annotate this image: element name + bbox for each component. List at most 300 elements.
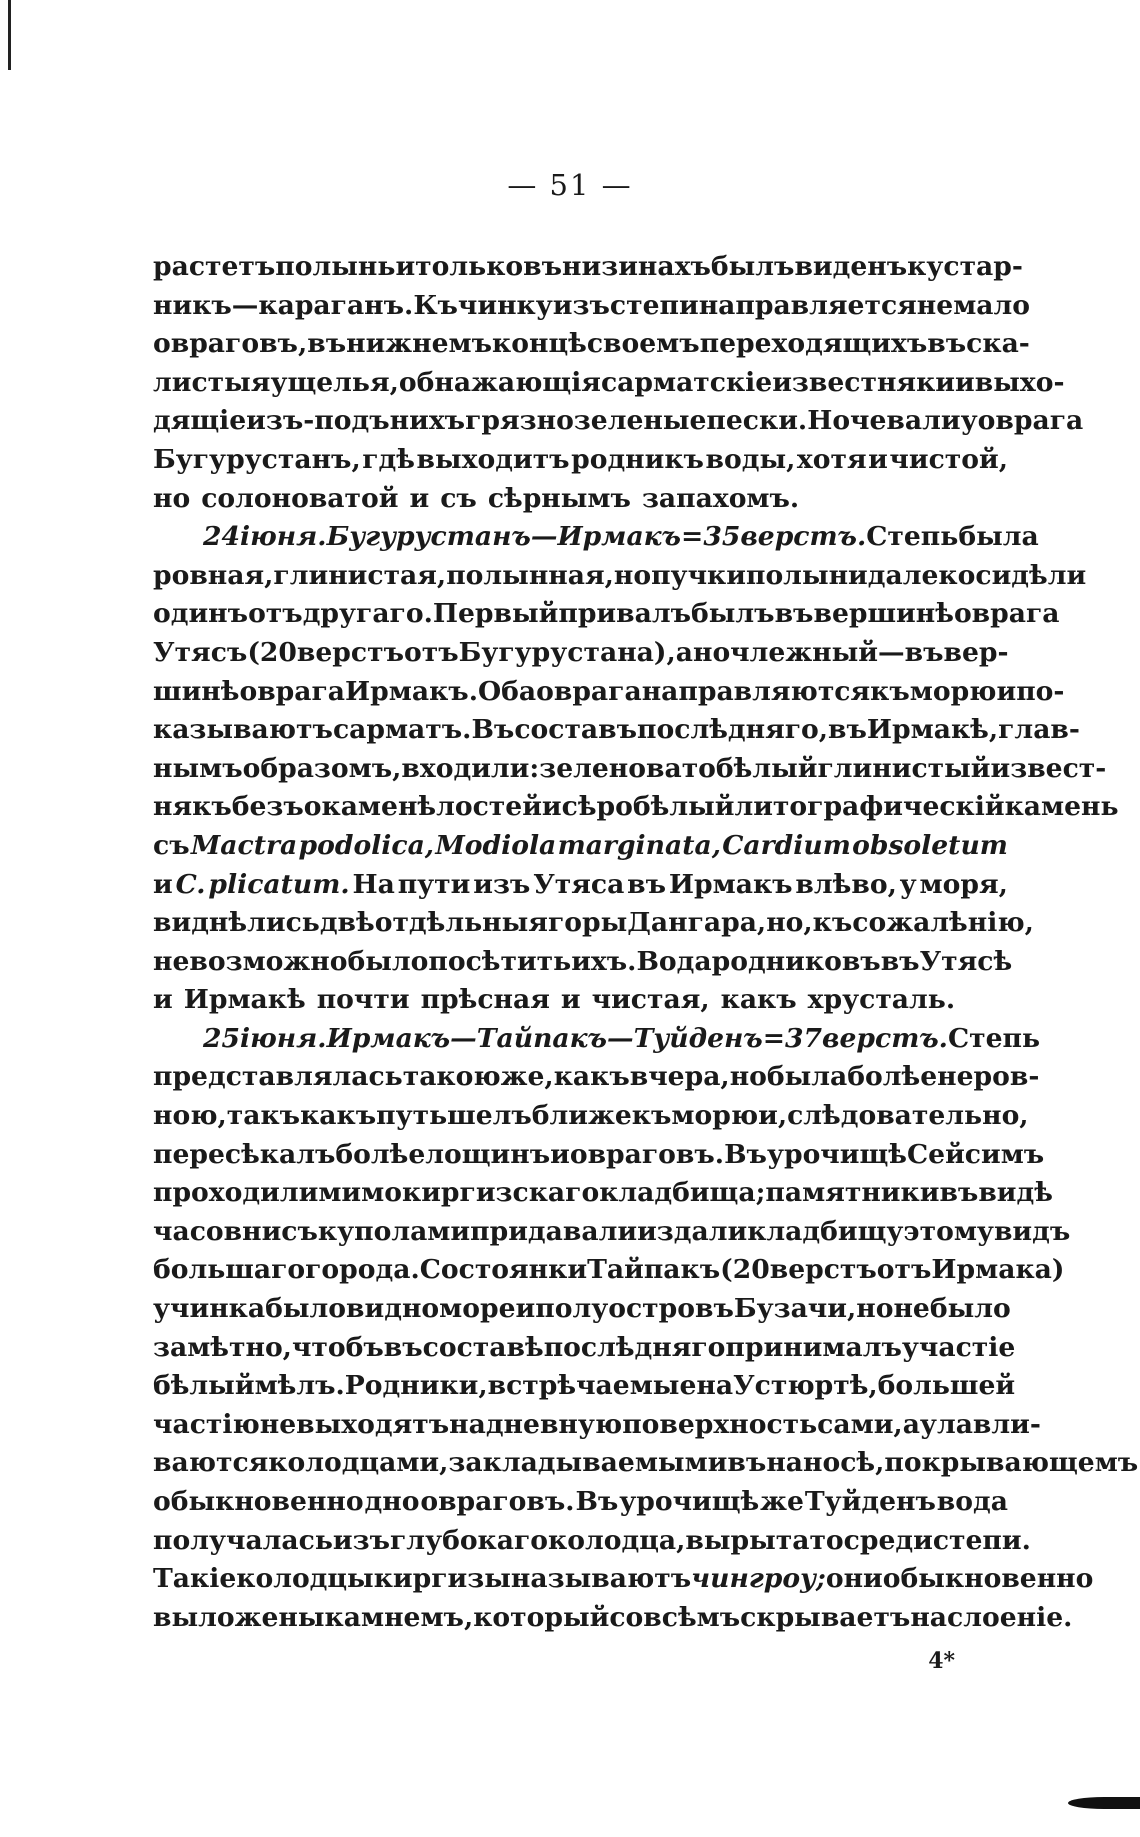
word: такою — [402, 1061, 501, 1093]
italic-word: Cardium — [722, 829, 851, 861]
word: у — [960, 405, 978, 437]
word: Ирмакъ. — [345, 675, 478, 707]
word: но — [856, 1293, 894, 1325]
word: полыни — [745, 559, 868, 591]
word: глав- — [998, 714, 1080, 746]
word: къ — [870, 675, 910, 707]
text-line — [153, 788, 1119, 827]
word: глинистый — [817, 752, 991, 784]
word: наносѣ, — [766, 1447, 885, 1479]
word: родниковъ — [711, 945, 881, 977]
word: нихъ — [389, 405, 466, 437]
body-text — [153, 248, 1139, 1637]
word: но — [153, 482, 191, 514]
word: частію — [153, 1408, 260, 1440]
word: встрѣчаемые — [487, 1370, 697, 1402]
word: было — [265, 1293, 347, 1325]
word: улавли- — [919, 1408, 1041, 1440]
italic-word: marginata, — [557, 829, 721, 861]
word: воды, — [705, 443, 796, 475]
word: Въ — [724, 1138, 767, 1170]
word: оврага — [977, 405, 1084, 437]
word: въ — [383, 1331, 423, 1363]
word: запахомъ. — [641, 482, 800, 514]
word: казываютъ — [153, 714, 333, 746]
word: колодцами, — [268, 1447, 449, 1479]
word: было — [347, 945, 429, 977]
text-line — [153, 480, 1008, 519]
word: листыя — [153, 366, 271, 398]
italic-word: верстъ. — [822, 1022, 948, 1054]
word: литографическій — [734, 791, 1005, 823]
text-line — [153, 1136, 1045, 1175]
word: (20 — [720, 1254, 770, 1286]
word: въ — [523, 251, 563, 282]
word: Бугурустанъ, — [153, 443, 361, 475]
word: и, — [758, 1100, 788, 1132]
word: же, — [500, 1061, 554, 1093]
word: сарматъ. — [332, 714, 472, 746]
word: чинку — [457, 289, 553, 321]
word: На — [352, 868, 395, 900]
word: полынная, — [446, 559, 614, 591]
word: Утясѣ — [919, 945, 1013, 977]
word: образомъ, — [242, 752, 402, 784]
word: мимо — [318, 1177, 402, 1209]
word: наслоеніе. — [910, 1601, 1073, 1633]
word: къ — [812, 907, 853, 939]
word: сѣробѣлый — [561, 791, 735, 823]
word: лощинъ — [425, 1138, 551, 1170]
word: хотя — [796, 443, 867, 475]
word: изъ — [473, 868, 531, 900]
word: выложены — [153, 1601, 325, 1633]
word: входили: — [401, 752, 540, 784]
word: этому — [903, 1215, 994, 1247]
word: степи — [609, 289, 699, 321]
word: но — [729, 1061, 767, 1093]
word: Ирмакѣ, — [866, 714, 999, 746]
italic-word: Mactra — [190, 829, 298, 861]
text-line — [153, 904, 1034, 943]
word: составѣ — [422, 1331, 544, 1363]
word: степи. — [932, 1524, 1031, 1556]
text-line — [153, 1213, 1071, 1252]
word: какъ — [553, 1061, 630, 1093]
italic-word: Ирмакъ—Тайпакъ—Туйденъ=37 — [326, 1022, 823, 1054]
word: составъ — [514, 714, 638, 746]
word: придавали — [470, 1215, 638, 1247]
word: издали — [637, 1215, 748, 1247]
word: ровная, — [153, 559, 274, 591]
word: Ирмака) — [931, 1254, 1065, 1286]
word: полынь — [275, 251, 396, 282]
word: же — [760, 1486, 804, 1517]
word: у — [899, 868, 917, 900]
word: гдѣ — [362, 443, 415, 475]
word: дневную — [485, 1408, 623, 1440]
word: ближе — [531, 1100, 632, 1132]
word: посѣтить — [428, 945, 572, 977]
italic-word: Бугурустанъ—Ирмакъ — [326, 521, 682, 553]
word: Бугурустана), — [458, 636, 676, 668]
word: Первый — [432, 598, 559, 630]
word: была — [766, 1061, 848, 1093]
text-line — [153, 634, 1008, 673]
word: часовни — [153, 1215, 282, 1247]
word: ночлежный — [692, 636, 879, 668]
word: и — [515, 1293, 536, 1325]
text-line — [153, 1444, 1139, 1483]
text-line — [153, 827, 1008, 866]
word: грязнозеленые — [465, 405, 707, 437]
word: хрусталь. — [807, 984, 956, 1016]
word: выхо- — [974, 366, 1065, 398]
signature-mark: 4* — [928, 1648, 955, 1674]
word: ущелья, — [270, 366, 399, 398]
word: стоянки — [458, 1254, 588, 1286]
italic-word: чингроу; — [691, 1563, 826, 1595]
word: неров- — [937, 1061, 1040, 1093]
text-line — [153, 325, 1030, 364]
word: направляются — [641, 675, 871, 707]
word: оврага — [239, 675, 346, 707]
word: называютъ — [510, 1563, 692, 1595]
word: памятники — [765, 1177, 940, 1209]
italic-word: obsoletum — [852, 829, 1008, 861]
word: морю — [671, 1100, 759, 1132]
word: въ — [727, 1447, 767, 1479]
word: глинистая, — [273, 559, 447, 591]
word: известняки — [772, 366, 956, 398]
word: шелъ — [447, 1100, 532, 1132]
word: сарматскіе — [600, 366, 773, 398]
word: ихъ. — [571, 945, 637, 977]
word: съ — [153, 829, 190, 861]
word: чтобъ — [291, 1331, 384, 1363]
word: въ — [927, 328, 967, 360]
word: видъ — [993, 1215, 1071, 1247]
italic-word: 35 — [703, 521, 741, 553]
text-line — [153, 981, 1008, 1020]
word: двѣ — [319, 907, 375, 939]
text-line — [153, 364, 1065, 403]
word: у — [153, 1293, 171, 1325]
word: отъ — [403, 636, 459, 668]
word: куполами — [317, 1215, 471, 1247]
word: бѣлый — [153, 1370, 255, 1402]
word: и — [409, 482, 430, 514]
word: сами, — [817, 1408, 903, 1440]
text-line — [153, 943, 1013, 982]
word: была — [958, 521, 1039, 553]
word: который — [473, 1601, 610, 1633]
word: поверхность — [622, 1408, 818, 1440]
word: большей — [877, 1370, 1016, 1402]
word: зеленоватобѣлый — [539, 752, 818, 784]
word: пересѣкалъ — [153, 1138, 336, 1170]
word: — — [878, 636, 905, 668]
text-line — [153, 1560, 1094, 1599]
text-line — [153, 248, 1023, 287]
text-line — [153, 1367, 1016, 1406]
word: родникъ — [571, 443, 704, 475]
text-line — [153, 287, 1031, 326]
word: виднѣлись — [153, 907, 320, 939]
word: изъ — [332, 1524, 391, 1556]
word: почти — [316, 984, 410, 1016]
word: низинахъ — [562, 251, 711, 282]
word: обыкновенно — [882, 1563, 1094, 1595]
word: Тайпакъ — [587, 1254, 721, 1286]
word: направляется — [698, 289, 917, 321]
word: сѣрнымъ — [487, 482, 631, 514]
word: пучки — [651, 559, 746, 591]
word: колодцы — [236, 1563, 374, 1595]
text-line — [153, 557, 1087, 596]
word: и — [996, 675, 1017, 707]
word: виденъ — [794, 251, 908, 282]
word: сожалѣнію, — [852, 907, 1034, 939]
word: море — [439, 1293, 516, 1325]
text-line — [153, 711, 1080, 750]
word: Ирмакъ — [668, 868, 793, 900]
word: кладбищу — [747, 1215, 904, 1247]
word: своемъ — [586, 328, 700, 360]
word: Ночевали — [807, 405, 961, 437]
word: они — [825, 1563, 883, 1595]
word: урочищѣ — [619, 1486, 760, 1517]
word: послѣдняго — [543, 1331, 726, 1363]
word: замѣтно, — [153, 1331, 292, 1363]
word: на — [449, 1408, 486, 1440]
word: путь — [376, 1100, 448, 1132]
word: другаго. — [302, 598, 433, 630]
word: представлялась — [153, 1061, 403, 1093]
word: на — [696, 1370, 734, 1402]
italic-word: іюня. — [240, 1022, 327, 1054]
word: обнажающія — [398, 366, 601, 398]
word: оврага — [536, 675, 642, 707]
text-line — [153, 402, 1084, 441]
word: былъ — [710, 251, 795, 282]
word: никъ—караганъ. — [153, 289, 414, 321]
word: Родники, — [344, 1370, 488, 1402]
word: въ — [774, 598, 814, 630]
word: въ — [904, 636, 944, 668]
word: окаменѣлостей — [303, 791, 542, 823]
text-line — [153, 1290, 1011, 1329]
word: някъ — [153, 791, 232, 823]
word: и — [541, 791, 562, 823]
word: въ — [307, 328, 347, 360]
text-line — [153, 518, 1039, 557]
word: видѣ — [978, 1177, 1053, 1209]
word: не — [893, 1293, 930, 1325]
word: по- — [1016, 675, 1065, 707]
word: концѣ — [492, 328, 587, 360]
word: среди — [843, 1524, 933, 1556]
word: болѣе — [847, 1061, 938, 1093]
word: чистая, — [591, 984, 710, 1016]
text-line — [153, 1020, 1041, 1059]
word: слѣдовательно, — [787, 1100, 1029, 1132]
word: не — [916, 289, 954, 321]
word: овраговъ. — [420, 1486, 575, 1517]
text-line — [153, 1483, 1008, 1522]
word: дно — [364, 1486, 420, 1517]
word: мѣлъ. — [254, 1370, 345, 1402]
word: въ — [627, 868, 667, 900]
word: ваются — [153, 1447, 269, 1479]
word: болѣе — [335, 1138, 426, 1170]
word: былъ — [691, 598, 775, 630]
word: города. — [305, 1254, 420, 1286]
word: большаго — [153, 1254, 306, 1286]
word: нижнемъ — [346, 328, 493, 360]
word: горы — [547, 907, 628, 939]
word: не — [153, 945, 190, 977]
word: скрываетъ — [740, 1601, 911, 1633]
word: безъ — [231, 791, 304, 823]
word: верстъ — [296, 636, 404, 668]
word: но, — [766, 907, 813, 939]
word: отдѣльныя — [374, 907, 548, 939]
word: Вода — [636, 945, 712, 977]
word: колодца, — [548, 1524, 686, 1556]
text-line — [153, 1097, 1029, 1136]
word: Въ — [575, 1486, 619, 1517]
word: Устюртѣ, — [733, 1370, 878, 1402]
word: Туйденъ — [804, 1486, 936, 1517]
word: Бузачи, — [733, 1293, 857, 1325]
word: глубокаго — [390, 1524, 549, 1556]
word: пути — [397, 868, 471, 900]
word: овраговъ, — [153, 328, 308, 360]
word: совсѣмъ — [609, 1601, 741, 1633]
word: шинѣ — [153, 675, 240, 707]
word: Такіе — [153, 1563, 237, 1595]
word: нымъ — [153, 752, 243, 784]
word: чинка — [170, 1293, 266, 1325]
text-line — [153, 441, 1008, 480]
word: а — [902, 1408, 920, 1440]
word: Ирмакѣ — [183, 984, 306, 1016]
word: съ — [281, 1215, 318, 1247]
word: Утяса — [533, 868, 625, 900]
left-margin-rule — [8, 0, 11, 70]
word: изъ — [552, 289, 610, 321]
word: Степь — [947, 1022, 1041, 1054]
word: и — [550, 1138, 570, 1170]
word: а — [675, 636, 693, 668]
word: участіе — [901, 1331, 1016, 1363]
word: оврага — [953, 598, 1060, 630]
text-line — [153, 1406, 1041, 1445]
word: чистой, — [889, 443, 1008, 475]
word: вчера, — [629, 1061, 730, 1093]
word: было — [929, 1293, 1011, 1325]
word: киргизскаго — [402, 1177, 600, 1209]
word: не — [259, 1408, 297, 1440]
page-number: — 51 — — [507, 168, 633, 202]
word: и — [395, 251, 416, 282]
word: камнемъ, — [324, 1601, 474, 1633]
word: съ — [440, 482, 477, 514]
word: отъ — [248, 598, 303, 630]
italic-word: Modiola — [435, 829, 557, 861]
word: и — [560, 984, 581, 1016]
word: Въ — [471, 714, 515, 746]
word: и — [153, 984, 173, 1016]
word: переходящихъ — [699, 328, 928, 360]
word: вырытато — [685, 1524, 844, 1556]
word: Со — [419, 1254, 459, 1286]
word: кустар- — [907, 251, 1023, 282]
word: вер- — [943, 636, 1009, 668]
word: возможно — [189, 945, 348, 977]
word: Дангара, — [627, 907, 767, 939]
word: прѣсная — [420, 984, 550, 1016]
word: получалась — [153, 1524, 333, 1556]
word: моря, — [919, 868, 1008, 900]
word: пески. — [706, 405, 808, 437]
word: изъ-подъ — [246, 405, 390, 437]
word: овраговъ. — [569, 1138, 725, 1170]
word: вода — [936, 1486, 1008, 1517]
word: вершинѣ — [813, 598, 954, 630]
text-line — [153, 673, 1065, 712]
italic-word: 24 — [203, 521, 241, 553]
text-line — [153, 595, 1060, 634]
word: урочищѣ — [766, 1138, 907, 1170]
word: Къ — [413, 289, 458, 321]
text-line — [153, 1174, 1053, 1213]
text-line — [153, 1251, 1065, 1290]
word: и — [868, 443, 888, 475]
text-line — [153, 750, 1107, 789]
word: выходятъ — [296, 1408, 450, 1440]
word: выходитъ — [416, 443, 570, 475]
word: мало — [953, 289, 1031, 321]
word: растетъ — [153, 251, 276, 282]
word: такъ — [226, 1100, 301, 1132]
word: отъ — [876, 1254, 932, 1286]
word: Оба — [477, 675, 537, 707]
word: верстъ — [769, 1254, 877, 1286]
word: полуостровъ — [535, 1293, 734, 1325]
word: кладбища; — [599, 1177, 766, 1209]
word: морю — [909, 675, 997, 707]
word: извест- — [990, 752, 1107, 784]
word: покрывающемъ — [884, 1447, 1139, 1479]
word: но — [613, 559, 652, 591]
word: Сейсимъ — [906, 1138, 1045, 1170]
text-line — [153, 866, 1008, 905]
word: ною, — [153, 1100, 227, 1132]
italic-word: іюня. — [240, 521, 327, 553]
text-line — [153, 1599, 1073, 1638]
italic-word: 25 — [203, 1022, 241, 1054]
word: въ — [880, 945, 920, 977]
word: дящіе — [153, 405, 247, 437]
word: обыкновенно — [153, 1486, 364, 1517]
word: влѣво, — [795, 868, 897, 900]
text-line — [153, 1058, 1040, 1097]
word: привалъ — [558, 598, 692, 630]
text-line — [153, 1329, 1016, 1368]
word: принималъ — [725, 1331, 902, 1363]
